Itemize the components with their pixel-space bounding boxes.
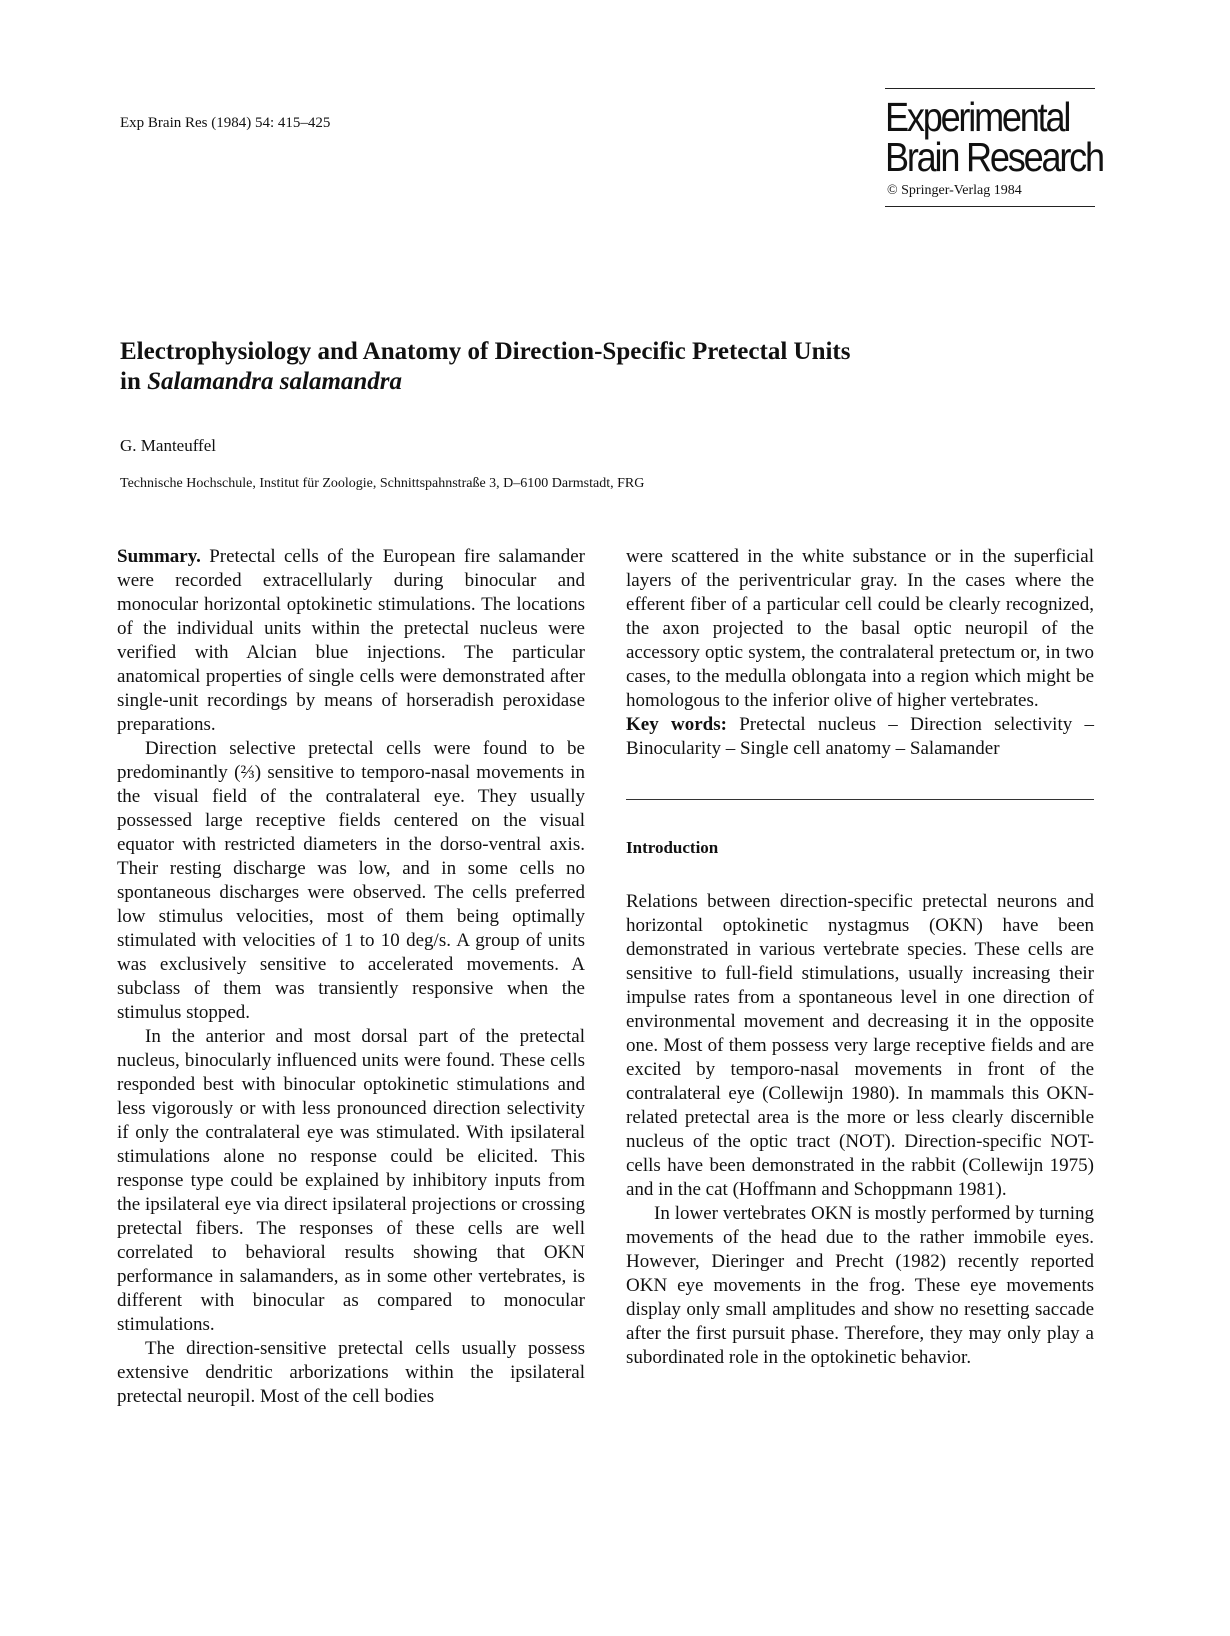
paper-title	[120, 337, 1020, 397]
author-name: G. Manteuffel	[120, 436, 216, 455]
journal-logo-block	[885, 88, 1103, 207]
keywords-text: Pretectal nucleus – Direction selectivity – Binocularity – Single cell anatomy – Salamander	[626, 714, 1095, 759]
publisher-copyright: © Springer-Verlag 1984	[887, 183, 1022, 198]
author-affiliation: Technische Hochschule, Institut für Zoologie, Schnittspahnstraße 3, D–6100 Darmstadt, FRG	[120, 476, 645, 491]
summary-label: Summary.	[117, 546, 201, 567]
summary-paragraph-2: Direction selective pretectal cells were found to be predominantly (⅔) sensitive to temporo-nasal movements in the visual field of the contralateral eye. They usually possessed large receptive fields centered on the visual equator with restricted diameters in the dorso-ventral axis. Their resting discharge was low, and in some cells no spontaneous discharges were observed. The cells preferred low stimulus velocities, most of them being optimally stimulated with velocities of 1 to 10 deg/s. A group of units was exclusively sensitive to accelerated movements. A subclass of them was transiently responsive when the stimulus stopped.	[117, 738, 585, 1023]
journal-citation: Exp Brain Res (1984) 54: 415–425	[120, 115, 331, 131]
summary-paragraph-4-continued: were scattered in the white substance or in the superficial layers of the periventricular gray. In the cases where the efferent fiber of a particular cell could be clearly recognized, the axon projected to the basal optic neuropil of the accessory optic system, the contralateral pretectum or, in two cases, to the medulla oblongata into a region which might be homologous to the inferior olive of higher vertebrates.	[626, 546, 1094, 711]
introduction-paragraph-2: In lower vertebrates OKN is mostly performed by turning movements of the head due to the rather immobile eyes. However, Dieringer and Precht (1982) recently reported OKN eye movements in the frog. These eye movements display only small amplitudes and show no resetting saccade after the first pursuit phase. Therefore, they may only play a subordinated role in the optokinetic behavior.	[626, 1203, 1094, 1368]
title-line-2-prefix: in	[120, 368, 148, 395]
logo-top-rule	[885, 88, 1095, 89]
species-name: Salamandra salamandra	[147, 368, 403, 395]
summary-paragraph-3: In the anterior and most dorsal part of the pretectal nucleus, binocularly influenced units were found. These cells responded best with binocular optokinetic stimulations and less vigorously or with less pronounced direction selectivity if only the contralateral eye was stimulated. With ipsilateral stimulations alone no response could be elicited. This response type could be explained by inhibitory inputs from the ipsilateral eye via direct ipsilateral projections or crossing pretectal fibers. The responses of these cells are well correlated to behavioral results showing that OKN performance in salamanders, as in some other vertebrates, is different with binocular as compared to monocular stimulations.	[117, 1026, 585, 1335]
keywords-label: Key words:	[626, 714, 727, 735]
right-column	[626, 545, 1094, 1370]
summary-paragraph-1	[117, 545, 585, 737]
logo-bottom-rule	[885, 206, 1095, 207]
journal-title	[885, 94, 1103, 180]
title-line-1: Electrophysiology and Anatomy of Direction-Specific Pretectal Units	[120, 338, 851, 365]
summary-paragraph-4: The direction-sensitive pretectal cells usually possess extensive dendritic arborizations within the ipsilateral pretectal neuropil. Most of the cell bodies	[117, 1338, 585, 1407]
keywords	[626, 713, 1094, 761]
journal-title-line-2: Brain Research	[885, 134, 1103, 180]
summary-text-1: Pretectal cells of the European fire salamander were recorded extracellularly during binocular and monocular horizontal optokinetic stimulations. The locations of the individual units within the pretectal nucleus were verified with Alcian blue injections. The particular anatomical properties of single cells were demonstrated after single-unit recordings by means of horseradish peroxidase preparations.	[117, 546, 585, 735]
journal-title-line-1: Experimental	[885, 94, 1070, 140]
left-column	[117, 545, 585, 1409]
introduction-heading: Introduction	[626, 838, 719, 857]
introduction-paragraph-1: Relations between direction-specific pretectal neurons and horizontal optokinetic nystagmus (OKN) have been demonstrated in various vertebrate species. These cells are sensitive to full-field stimulations, usually increasing their impulse rates from a spontaneous level in one direction of environmental movement and decreasing it in the opposite one. Most of them possess very large receptive fields and are excited by temporo-nasal movements in front of the contralateral eye (Collewijn 1980). In mammals this OKN-related pretectal area is the more or less clearly discernible nucleus of the optic tract (NOT). Direction-specific NOT-cells have been demonstrated in the rabbit (Collewijn 1975) and in the cat (Hoffmann and Schoppmann 1981).	[626, 891, 1094, 1200]
section-divider	[626, 799, 1094, 800]
